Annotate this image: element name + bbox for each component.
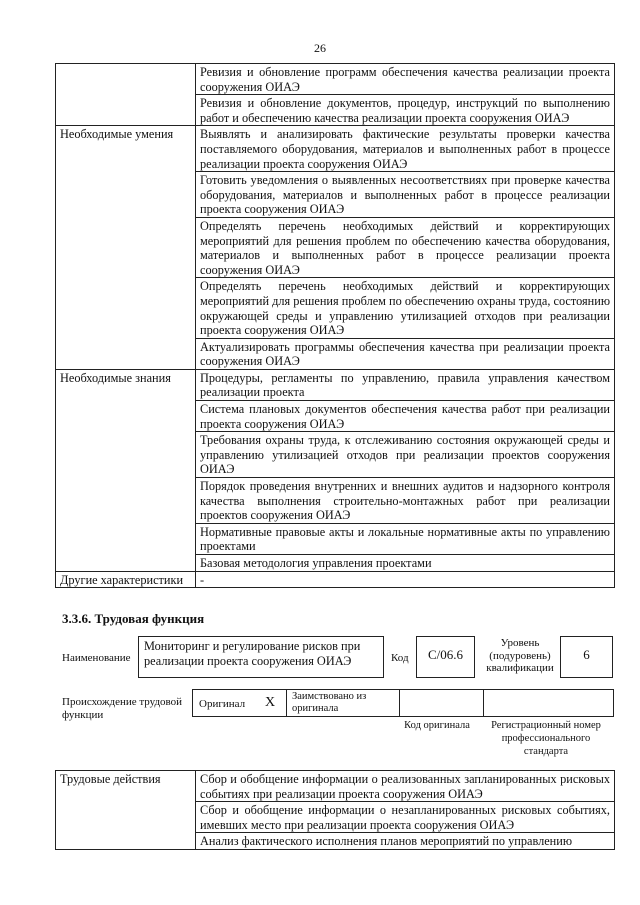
row-label: Другие характеристики (56, 571, 196, 588)
table-cell: Ревизия и обновление программ обеспечения качества реализации проекта сооружения ОИАЭ (196, 64, 615, 95)
section-title: 3.3.6. Трудовая функция (62, 611, 205, 626)
table-row (56, 369, 615, 400)
borrowed-label: Заимствовано из оригинала (292, 691, 367, 714)
table-cell: Актуализировать программы обеспечения качества при реализации проекта сооружения ОИАЭ (196, 338, 615, 369)
original-mark: X (265, 695, 276, 710)
origin-row (192, 689, 614, 717)
labor-actions-table (55, 770, 615, 850)
code-value: C/06.6 (427, 647, 464, 662)
table-cell: Базовая методология управления проектами (196, 555, 615, 572)
table-cell: Анализ фактического исполнения планов мероприятий по управлению (196, 833, 615, 850)
table-cell: Определять перечень необходимых действий и корректирующих мероприятий для решения проблем по обеспечению охраны труда, состоянию окружающей среды и управлению утилизацией отходов при реализации проекта сооружения ОИАЭ (196, 278, 615, 338)
table-row (56, 771, 615, 802)
page-number: 26 (314, 41, 326, 55)
level-box (560, 636, 613, 678)
table-cell: Нормативные правовые акты и локальные нормативные акты по управлению проектами (196, 523, 615, 554)
table-cell: Требования охраны труда, к отслеживанию состояния окружающей среды и управлению утилизацией отходов при реализации проектов сооружения ОИАЭ (196, 432, 615, 478)
level-label: Уровень (подуровень) квалификации (486, 637, 554, 674)
name-label: Наименование (62, 652, 131, 664)
table-cell: Готовить уведомления о выявленных несоответствиях при проверке качества оборудования, материалов и выполненных работ в процессе реализации проекта сооружения ОИАЭ (196, 172, 615, 218)
row-label: Необходимые умения (56, 126, 196, 370)
code-label: Код (391, 652, 409, 664)
level-value: 6 (583, 647, 590, 662)
code-original-caption: Код оригинала (404, 720, 470, 731)
origin-label: Происхождение трудовой функции (62, 696, 183, 721)
table-cell: Процедуры, регламенты по управлению, правила управления качеством реализации проекта (196, 369, 615, 400)
table-row (56, 126, 615, 172)
table-cell: - (196, 571, 615, 588)
code-box (416, 636, 475, 678)
table-cell: Система плановых документов обеспечения качества работ при реализации проекта сооружения ОИАЭ (196, 401, 615, 432)
row-label (56, 64, 196, 126)
table-cell: Порядок проведения внутренних и внешних аудитов и надзорного контроля качества выполнения строительно-монтажных работ при реализации проектов сооружения ОИАЭ (196, 478, 615, 524)
function-name-box (138, 636, 384, 678)
table-row (56, 64, 615, 95)
table-row (56, 571, 615, 588)
row-label: Трудовые действия (56, 771, 196, 850)
table-cell: Сбор и обобщение информации о незапланированных рисковых событиях, имевших место при реализации проекта сооружения ОИАЭ (196, 802, 615, 833)
table-cell: Выявлять и анализировать фактические результаты проверки качества поставляемого оборудования, материалов и выполненных работ в процессе реализации проекта сооружения ОИАЭ (196, 126, 615, 172)
original-label: Оригинал (199, 698, 246, 710)
table-cell: Определять перечень необходимых действий и корректирующих мероприятий для решения проблем по обеспечению качества оборудования, материалов и выполненных работ в процессе реализации проекта сооружения ОИАЭ (196, 217, 615, 277)
reg-number-caption: Регистрационный номер профессионального стандарта (491, 720, 601, 757)
table-cell: Сбор и обобщение информации о реализованных запланированных рисковых событиях при реализации проекта сооружения ОИАЭ (196, 771, 615, 802)
table-cell: Ревизия и обновление документов, процедур, инструкций по выполнению работ и обеспечению качества реализации проекта сооружения ОИАЭ (196, 95, 615, 126)
function-name: Мониторинг и регулирование рисков при реализации проекта сооружения ОИАЭ (144, 639, 361, 668)
requirements-table (55, 63, 615, 588)
row-label: Необходимые знания (56, 369, 196, 571)
